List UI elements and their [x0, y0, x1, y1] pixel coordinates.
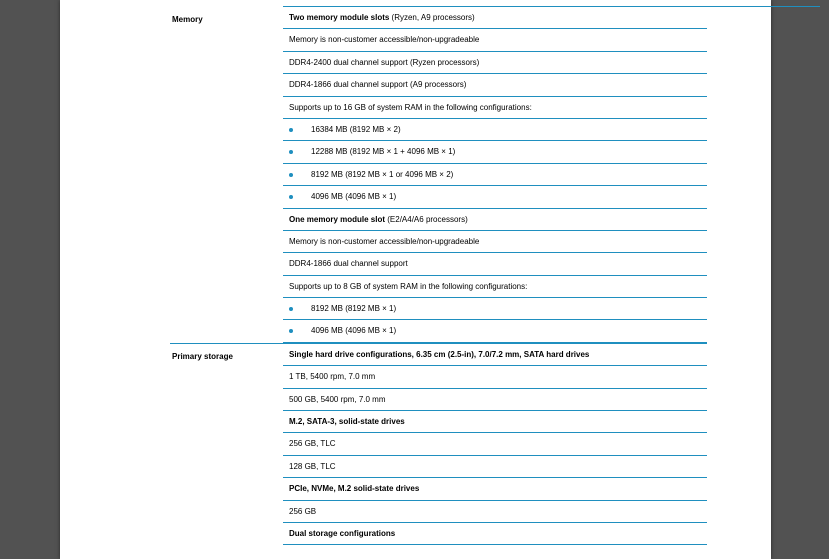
row-text: 12288 MB (8192 MB × 1 + 4096 MB × 1) [311, 147, 456, 157]
spec-table [170, 6, 768, 545]
table-row [283, 478, 707, 500]
memory-rows [283, 7, 707, 343]
table-row [283, 344, 707, 366]
table-row [283, 164, 707, 186]
table-row [283, 389, 707, 411]
row-text: Memory is non-customer accessible/non-upgradeable [289, 35, 480, 45]
table-row [283, 186, 707, 208]
table-row [283, 97, 707, 119]
bullet-icon [289, 128, 293, 132]
bullet-icon [289, 173, 293, 177]
memory-label: Memory [172, 15, 203, 24]
table-row [283, 411, 707, 433]
table-row [283, 366, 707, 388]
row-text: Supports up to 16 GB of system RAM in the following configurations: [289, 102, 532, 112]
table-row [283, 298, 707, 320]
row-text: 256 GB, TLC [289, 439, 336, 449]
table-row [283, 276, 707, 298]
table-row [283, 433, 707, 455]
row-heading: One memory module slot [289, 214, 386, 224]
row-text: DDR4-1866 dual channel support [289, 259, 408, 269]
row-text: Supports up to 8 GB of system RAM in the following configurations: [289, 281, 528, 291]
row-text: DDR4-2400 dual channel support (Ryzen processors) [289, 57, 480, 67]
table-row [283, 456, 707, 478]
row-text: Memory is non-customer accessible/non-upgradeable [289, 236, 480, 246]
bullet-icon [289, 329, 293, 333]
row-text: 128 GB, TLC [289, 461, 336, 471]
table-row [283, 74, 707, 96]
row-text: DDR4-1866 dual channel support (A9 processors) [289, 80, 467, 90]
row-text: (Ryzen, A9 processors) [389, 13, 475, 22]
row-text: 4096 MB (4096 MB × 1) [311, 192, 397, 202]
table-row [283, 52, 707, 74]
row-heading: M.2, SATA-3, solid-state drives [289, 417, 405, 427]
table-row [283, 7, 707, 29]
storage-label: Primary storage [172, 351, 233, 361]
table-row [283, 501, 707, 523]
row-heading: Single hard drive configurations, 6.35 cm (2.5-in), 7.0/7.2 mm, SATA hard drives [289, 349, 590, 359]
row-text: 256 GB [289, 506, 317, 516]
row-heading: Two memory module slots [289, 13, 390, 22]
row-text: 1 TB, 5400 rpm, 7.0 mm [289, 372, 376, 382]
row-text: 8192 MB (8192 MB × 1 or 4096 MB × 2) [311, 169, 454, 179]
table-row [283, 209, 707, 231]
table-row [283, 141, 707, 163]
storage-rows [283, 344, 707, 546]
document-page [60, 0, 771, 559]
table-row [283, 29, 707, 51]
memory-section [170, 7, 768, 343]
row-text: 500 GB, 5400 rpm, 7.0 mm [289, 394, 386, 404]
row-text: 4096 MB (4096 MB × 1) [311, 326, 397, 336]
bullet-icon [289, 195, 293, 199]
table-row [283, 320, 707, 342]
bullet-icon [289, 307, 293, 311]
bullet-icon [289, 150, 293, 154]
storage-section [170, 344, 768, 546]
table-row [283, 523, 707, 545]
row-text: 16384 MB (8192 MB × 2) [311, 124, 401, 134]
row-heading: PCIe, NVMe, M.2 solid-state drives [289, 484, 420, 494]
row-heading: Dual storage configurations [289, 528, 396, 538]
table-row [283, 231, 707, 253]
row-text: 8192 MB (8192 MB × 1) [311, 304, 397, 314]
row-text: (E2/A4/A6 processors) [385, 214, 468, 224]
table-row [283, 119, 707, 141]
table-row [283, 253, 707, 275]
